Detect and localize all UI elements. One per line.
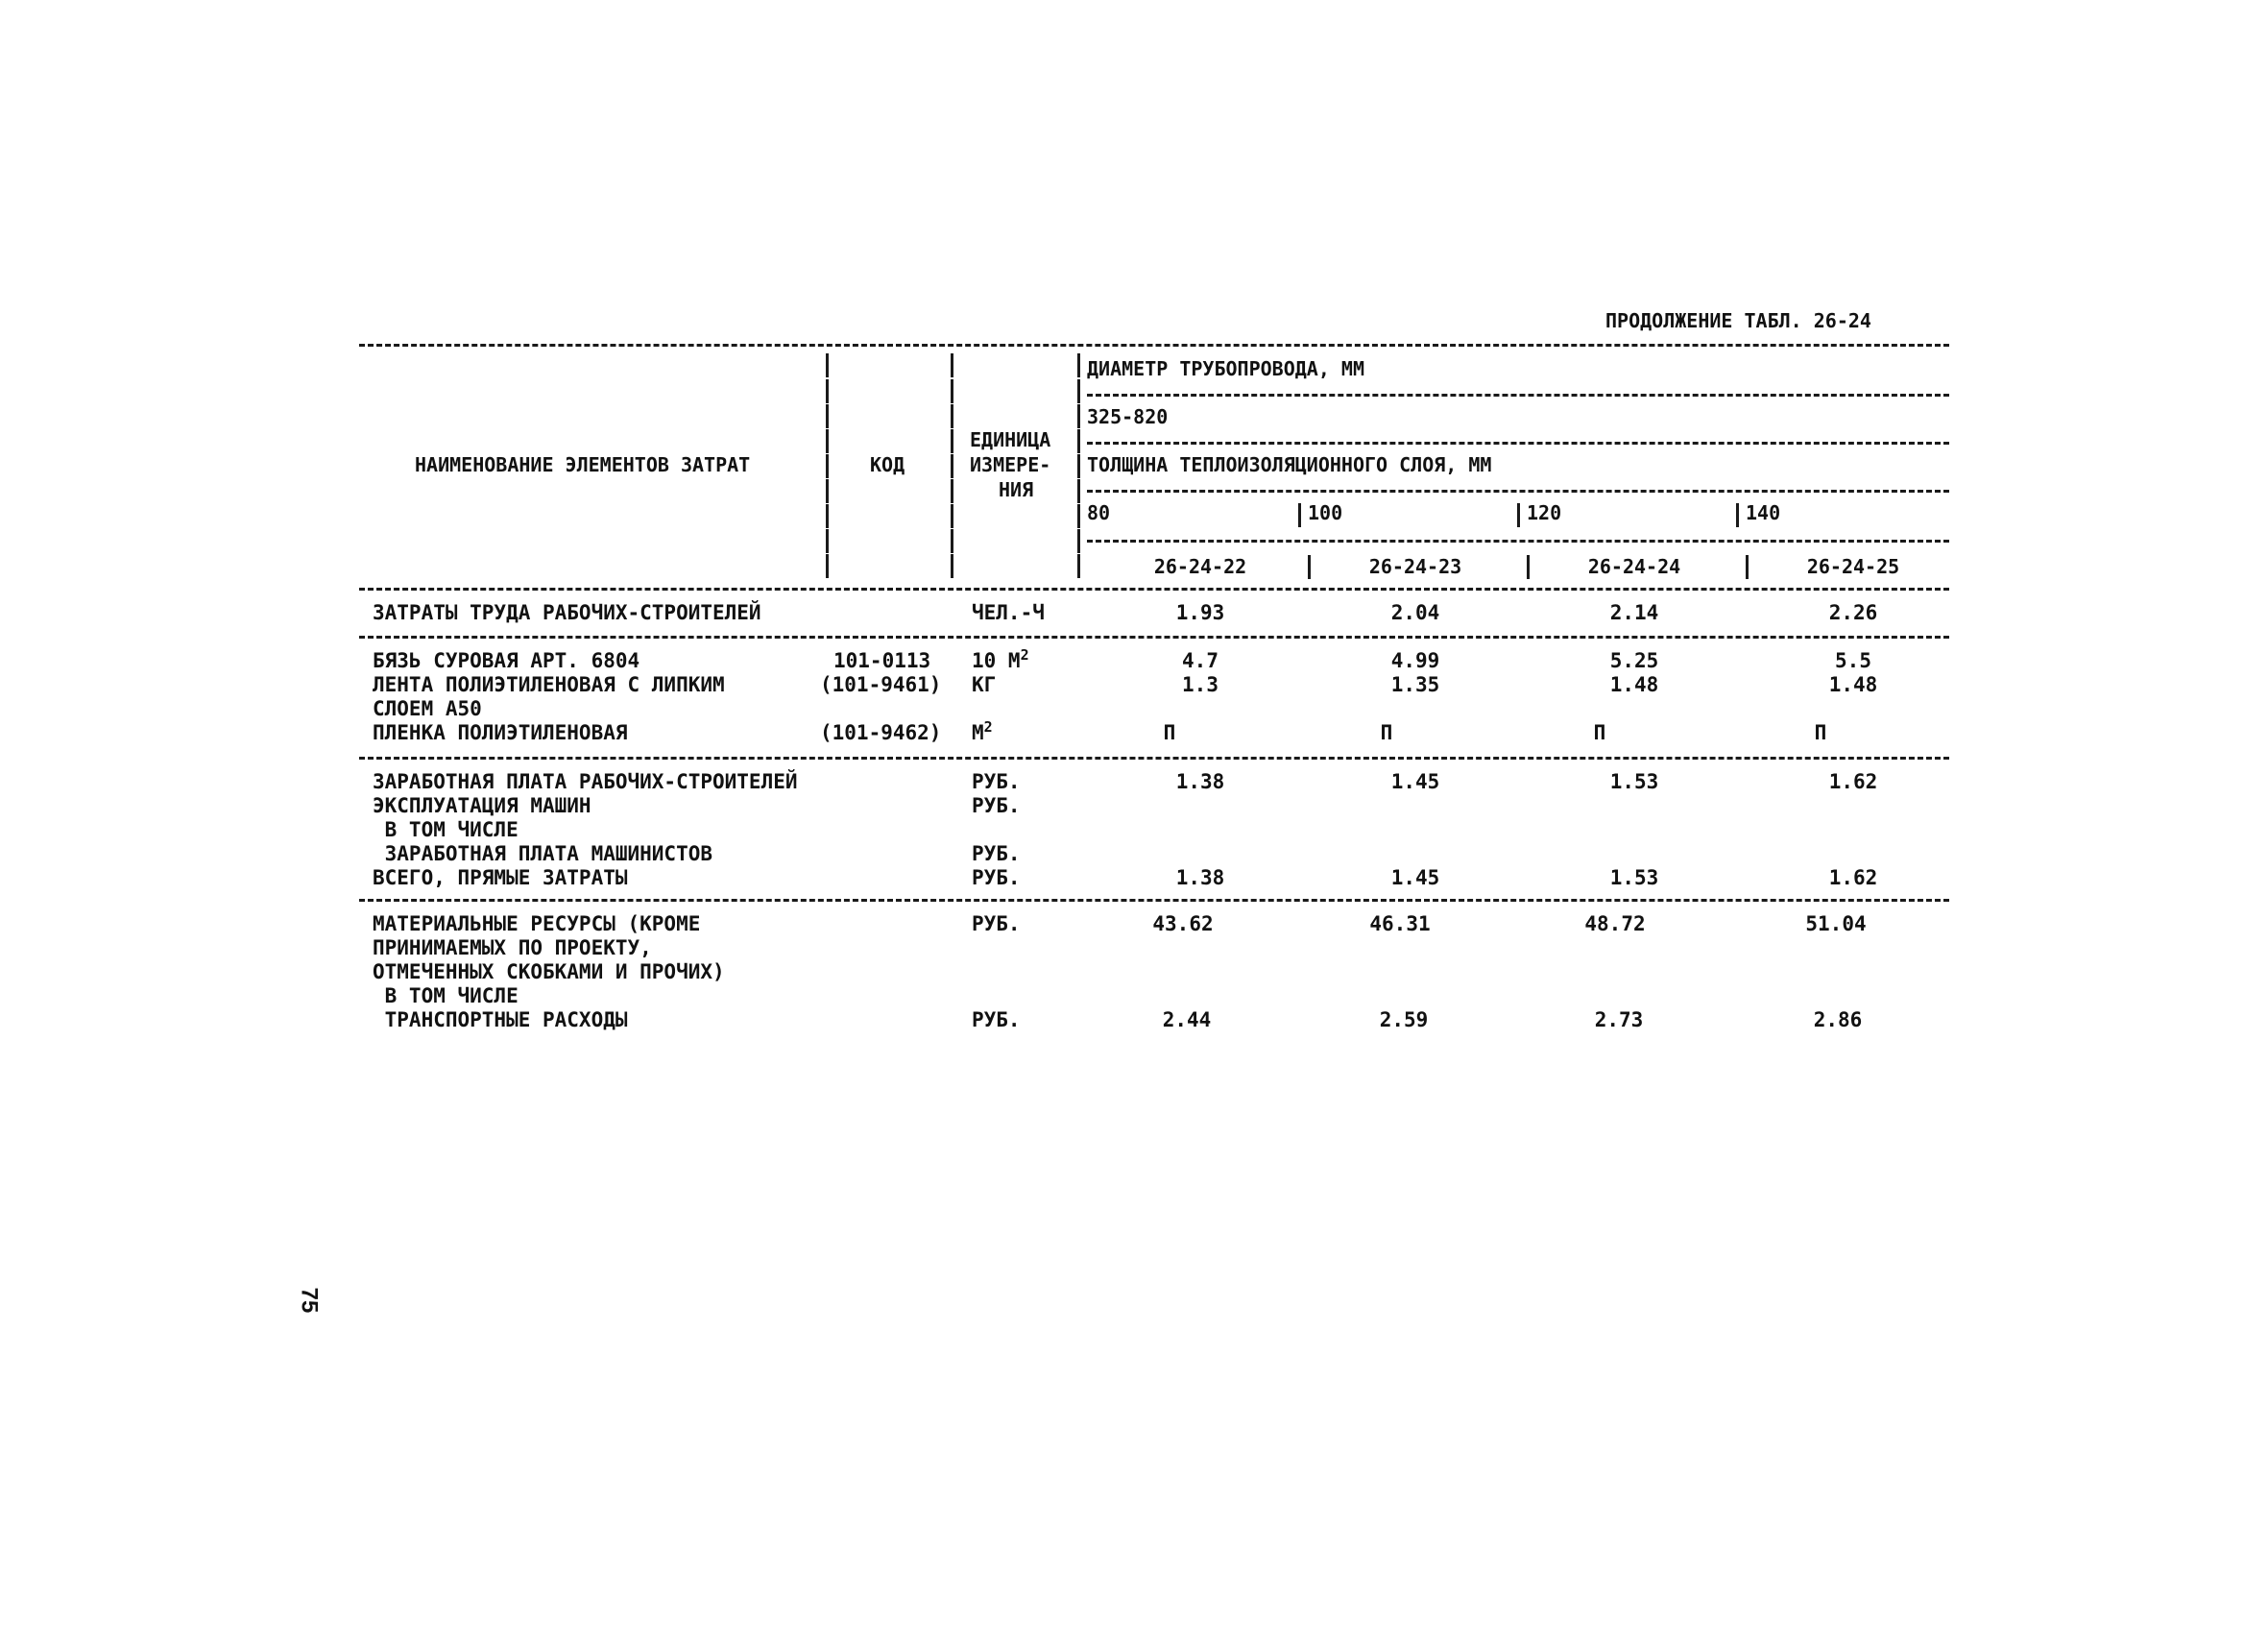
- row-direct-v3: 1.53: [1609, 866, 1659, 889]
- row-transport-v2: 2.59: [1379, 1008, 1429, 1031]
- header-name-column: НАИМЕНОВАНИЕ ЭЛЕМЕНТОВ ЗАТРАТ: [415, 453, 751, 476]
- row-m1-name: БЯЗЬ СУРОВАЯ АРТ. 6804: [373, 649, 640, 672]
- row-m2-v1: 1.3: [1182, 673, 1218, 696]
- row-m2-v3: 1.48: [1609, 673, 1659, 696]
- row-m1-code: 101-0113: [833, 649, 931, 672]
- row-m1-v3: 5.25: [1609, 649, 1659, 672]
- row-wage-v1: 1.38: [1175, 770, 1225, 793]
- header-thickness-80: 80: [1087, 501, 1111, 524]
- header-unit-line2: ИЗМЕРЕ-: [970, 453, 1051, 476]
- rule-header-3: [1087, 490, 1949, 493]
- header-code-column: КОД: [870, 453, 905, 476]
- row-resources-name: МАТЕРИАЛЬНЫЕ РЕСУРСЫ (КРОМЕ: [373, 912, 701, 935]
- row-resources-name-line2: ПРИНИМАЕМЫХ ПО ПРОЕКТУ,: [373, 936, 652, 959]
- code-sep-1: [1308, 555, 1311, 579]
- row-wage-v4: 1.62: [1828, 770, 1878, 793]
- row-resources-v2: 46.31: [1369, 912, 1431, 935]
- row-wage-name: ЗАРАБОТНАЯ ПЛАТА РАБОЧИХ-СТРОИТЕЛЕЙ: [373, 770, 798, 793]
- row-m3-name: ПЛЕНКА ПОЛИЭТИЛЕНОВАЯ: [373, 721, 628, 744]
- code-sep-2: [1527, 555, 1530, 579]
- row-machines-unit: РУБ.: [972, 794, 1021, 817]
- row-direct-name: ВСЕГО, ПРЯМЫЕ ЗАТРАТЫ: [373, 866, 628, 889]
- row-m3-v1: П: [1163, 721, 1176, 744]
- row-transport-name: ТРАНСПОРТНЫЕ РАСХОДЫ: [373, 1008, 628, 1031]
- row-including-2: В ТОМ ЧИСЛЕ: [373, 984, 519, 1007]
- row-labor-v1: 1.93: [1175, 601, 1225, 624]
- header-code-4: 26-24-25: [1806, 555, 1900, 578]
- row-transport-unit: РУБ.: [972, 1008, 1021, 1031]
- row-m3-v3: П: [1593, 721, 1606, 744]
- row-direct-v1: 1.38: [1175, 866, 1225, 889]
- header-diameter-label: ДИАМЕТР ТРУБОПРОВОДА, ММ: [1087, 357, 1364, 380]
- row-wage-v3: 1.53: [1609, 770, 1659, 793]
- header-thickness-120: 120: [1527, 501, 1562, 524]
- header-unit-line3: НИЯ: [999, 478, 1034, 501]
- header-code-3: 26-24-24: [1587, 555, 1681, 578]
- thickness-sep-2: [1517, 503, 1520, 527]
- header-thickness-140: 140: [1746, 501, 1781, 524]
- header-code-2: 26-24-23: [1368, 555, 1462, 578]
- rule-header-bottom: [359, 588, 1949, 591]
- rule-header-2: [1087, 442, 1949, 445]
- row-wage-v2: 1.45: [1390, 770, 1440, 793]
- row-including-1: В ТОМ ЧИСЛЕ: [373, 818, 519, 841]
- row-labor-v3: 2.14: [1609, 601, 1659, 624]
- row-direct-unit: РУБ.: [972, 866, 1021, 889]
- row-m2-name: ЛЕНТА ПОЛИЭТИЛЕНОВАЯ С ЛИПКИМ: [373, 673, 725, 696]
- code-sep-3: [1746, 555, 1749, 579]
- row-m1-v2: 4.99: [1390, 649, 1440, 672]
- rule-header-1: [1087, 394, 1949, 397]
- row-m1-unit: 10 $М^2$: [972, 646, 1029, 672]
- row-m2-v4: 1.48: [1828, 673, 1878, 696]
- row-machines-name: ЭКСПЛУАТАЦИЯ МАШИН: [373, 794, 591, 817]
- header-thickness-label: ТОЛЩИНА ТЕПЛОИЗОЛЯЦИОННОГО СЛОЯ, ММ: [1087, 453, 1492, 476]
- row-m2-name-line2: СЛОЕМ А50: [373, 697, 482, 720]
- row-m2-v2: 1.35: [1390, 673, 1440, 696]
- row-m3-v2: П: [1380, 721, 1393, 744]
- header-thickness-100: 100: [1308, 501, 1343, 524]
- row-labor-v4: 2.26: [1828, 601, 1878, 624]
- thickness-sep-3: [1736, 503, 1739, 527]
- row-m1-v1: 4.7: [1182, 649, 1218, 672]
- row-direct-v4: 1.62: [1828, 866, 1878, 889]
- rule-header-4: [1087, 540, 1949, 543]
- header-unit-line1: ЕДИНИЦА: [970, 428, 1051, 451]
- row-wage-unit: РУБ.: [972, 770, 1021, 793]
- row-resources-unit: РУБ.: [972, 912, 1021, 935]
- header-code-1: 26-24-22: [1153, 555, 1247, 578]
- row-m1-v4: 5.5: [1835, 649, 1871, 672]
- rule-section-2: [359, 757, 1949, 760]
- row-machinist-wage-unit: РУБ.: [972, 842, 1021, 865]
- thickness-sep-1: [1298, 503, 1301, 527]
- row-resources-name-line3: ОТМЕЧЕННЫХ СКОБКАМИ И ПРОЧИХ): [373, 960, 725, 983]
- rule-top: [359, 344, 1949, 347]
- row-resources-v3: 48.72: [1584, 912, 1646, 935]
- row-labor-unit: ЧЕЛ.-Ч: [972, 601, 1045, 624]
- row-direct-v2: 1.45: [1390, 866, 1440, 889]
- row-resources-v4: 51.04: [1805, 912, 1867, 935]
- row-m3-v4: П: [1814, 721, 1827, 744]
- rule-section-1: [359, 636, 1949, 639]
- row-m3-unit: $М^2$: [972, 718, 993, 744]
- row-labor-name: ЗАТРАТЫ ТРУДА РАБОЧИХ-СТРОИТЕЛЕЙ: [373, 601, 761, 624]
- header-diameter-value: 325-820: [1087, 405, 1169, 428]
- rule-section-3: [359, 899, 1949, 902]
- row-transport-v1: 2.44: [1162, 1008, 1212, 1031]
- row-m2-unit: КГ: [972, 673, 997, 696]
- row-m2-code: (101-9461): [820, 673, 942, 696]
- row-machinist-wage-name: ЗАРАБОТНАЯ ПЛАТА МАШИНИСТОВ: [373, 842, 713, 865]
- table-caption: ПРОДОЛЖЕНИЕ ТАБЛ. 26-24: [1605, 309, 1871, 332]
- row-transport-v3: 2.73: [1594, 1008, 1644, 1031]
- row-transport-v4: 2.86: [1813, 1008, 1863, 1031]
- row-resources-v1: 43.62: [1152, 912, 1214, 935]
- row-m3-code: (101-9462): [820, 721, 942, 744]
- page-number: 75: [296, 1287, 323, 1314]
- row-labor-v2: 2.04: [1390, 601, 1440, 624]
